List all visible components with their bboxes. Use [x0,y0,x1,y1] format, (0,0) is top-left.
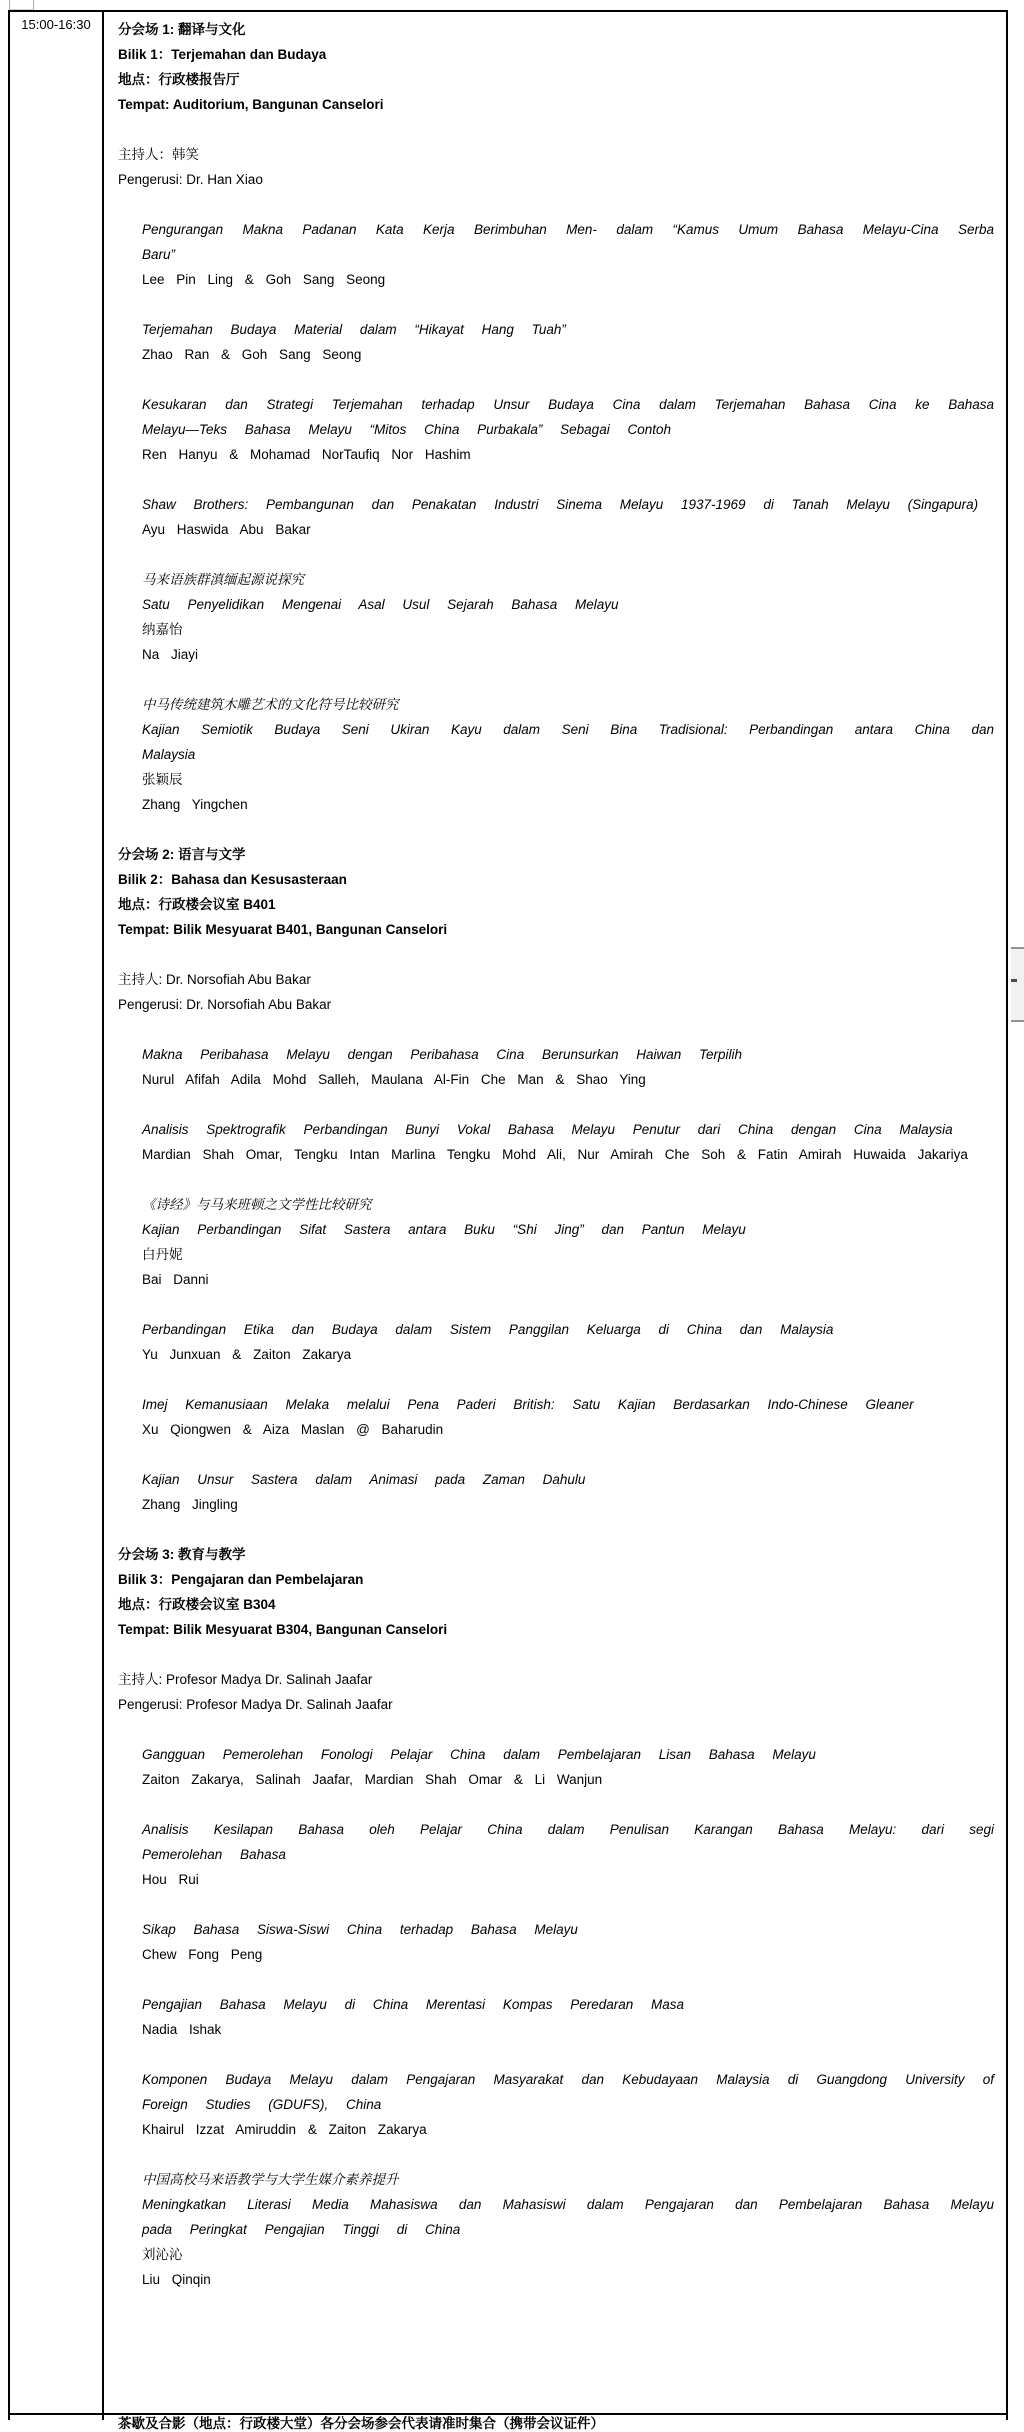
paper [118,1467,994,1517]
paper-authors: Lee Pin Ling & Goh Sang Seong [142,272,386,287]
session-venue-zh: 地点：行政楼会议室 B401 [118,897,276,912]
session-title-ms: Bilik 1：Terjemahan dan Budaya [118,47,327,62]
paper-title: Makna Peribahasa Melayu dengan Peribahasa Cina Berunsurkan Haiwan Terpilih [142,1047,743,1062]
paper-title: Imej Kemanusiaan Melaka melalui Pena Paderi British: Satu Kajian Berdasarkan Indo-Chinese Gleaner [142,1397,914,1412]
paper [118,1042,994,1092]
session-1 [118,17,994,817]
paper [118,1992,994,2042]
paper-title: Pengajian Bahasa Melayu di China Merentasi Kompas Peredaran Masa [142,1997,684,2012]
chair-ms: Pengerusi: Profesor Madya Dr. Salinah Jaafar [118,1697,393,1712]
paper-authors: Khairul Izzat Amiruddin & Zaiton Zakarya [142,2122,427,2137]
paper [118,692,994,817]
scrollbar-fragment[interactable] [1011,947,1024,1022]
time-slot-cell: 15:00-16:30 [21,17,91,32]
paper [118,567,994,667]
paper-authors: Zhao Ran & Goh Sang Seong [142,347,362,362]
chair-ms: Pengerusi: Dr. Han Xiao [118,172,263,187]
chair-zh: 主持人: Dr. Norsofiah Abu Bakar [118,972,311,987]
paper-authors: Bai Danni [142,1272,209,1287]
session-title-zh: 分会场 2: 语言与文学 [118,847,246,862]
paper-authors: Hou Rui [142,1872,199,1887]
paper [118,2167,994,2292]
paper-authors: Mardian Shah Omar, Tengku Intan Marlina Tengku Mohd Ali, Nur Amirah Che Soh & Fatin Amirah Huwaida Jakariya [142,1147,968,1162]
paper [118,1317,994,1367]
paper-authors: Xu Qiongwen & Aiza Maslan @ Baharudin [142,1422,444,1437]
session-title-ms: Bilik 2：Bahasa dan Kesusasteraan [118,872,347,887]
paper [118,1192,994,1292]
sessions-cell [104,12,1006,2317]
session-3-header [118,1542,994,1642]
scrollbar-thumb-mark [1011,979,1017,982]
paper-title: Terjemahan Budaya Material dalam “Hikayat Hang Tuah” [142,322,566,337]
paper-title: Sikap Bahasa Siswa-Siswi China terhadap Bahasa Melayu [142,1922,578,1937]
paper [118,492,994,542]
schedule-table [8,10,1008,2431]
session-3 [118,1542,994,2292]
session-title-zh: 分会场 1: 翻译与文化 [118,22,246,37]
clipped-next-row-text: 茶歇及合影（地点：行政楼大堂）各分会场参会代表请准时集合（携带会议证件） [118,2416,604,2431]
session-title-ms: Bilik 3：Pengajaran dan Pembelajaran [118,1572,364,1587]
next-row-top-border [10,2413,1006,2415]
chair-zh: 主持人: Profesor Madya Dr. Salinah Jaafar [118,1672,373,1687]
paper-title: Pengurangan Makna Padanan Kata Kerja Berimbuhan Men- dalam “Kamus Umum Bahasa Melayu-Cina Serba Baru” [142,222,994,262]
session-2 [118,842,994,1517]
paper [118,392,994,467]
session-venue-ms: Tempat: Bilik Mesyuarat B304, Bangunan Canselori [118,1622,448,1637]
paper-title-zh: 《诗经》与马来班顿之文学性比较研究 [142,1197,372,1212]
paper-authors-zh: 纳嘉怡 [142,622,183,637]
paper-authors: Zhang Jingling [142,1497,238,1512]
paper-title: Gangguan Pemerolehan Fonologi Pelajar China dalam Pembelajaran Lisan Bahasa Melayu [142,1747,816,1762]
paper-title: Kajian Semiotik Budaya Seni Ukiran Kayu dalam Seni Bina Tradisional: Perbandingan antara China dan Malaysia [142,722,994,762]
paper [118,1117,994,1167]
paper-authors: Liu Qinqin [142,2272,211,2287]
paper [118,217,994,292]
session-venue-ms: Tempat: Bilik Mesyuarat B401, Bangunan Canselori [118,922,448,937]
session-venue-ms: Tempat: Auditorium, Bangunan Canselori [118,97,384,112]
paper-authors: Nurul Afifah Adila Mohd Salleh, Maulana Al-Fin Che Man & Shao Ying [142,1072,646,1087]
session-1-header [118,17,994,117]
paper [118,1392,994,1442]
chair-ms: Pengerusi: Dr. Norsofiah Abu Bakar [118,997,332,1012]
paper-title: Meningkatkan Literasi Media Mahasiswa dan Mahasiswi dalam Pengajaran dan Pembelajaran Bahasa Melayu pada Peringkat Pengajian Tinggi di China [142,2197,994,2237]
session-venue-zh: 地点：行政楼报告厅 [118,72,240,87]
paper [118,1917,994,1967]
session-title-zh: 分会场 3: 教育与教学 [118,1547,246,1562]
paper-authors: Yu Junxuan & Zaiton Zakarya [142,1347,352,1362]
paper-authors: Na Jiayi [142,647,199,662]
paper-title-zh: 中马传统建筑木雕艺术的文化符号比较研究 [142,697,399,712]
previous-row-fragment [9,0,34,10]
session-2-chairs [118,967,994,1017]
paper-authors: Chew Fong Peng [142,1947,263,1962]
paper-authors-zh: 刘沁沁 [142,2247,183,2262]
paper-authors: Ren Hanyu & Mohamad NorTaufiq Nor Hashim [142,447,471,462]
paper [118,317,994,367]
session-venue-zh: 地点：行政楼会议室 B304 [118,1597,276,1612]
paper-title: Kajian Perbandingan Sifat Sastera antara Buku “Shi Jing” dan Pantun Melayu [142,1222,746,1237]
paper-title: Satu Penyelidikan Mengenai Asal Usul Sejarah Bahasa Melayu [142,597,619,612]
session-1-chairs [118,142,994,192]
paper-title-zh: 中国高校马来语教学与大学生媒介素养提升 [142,2172,399,2187]
paper-title-zh: 马来语族群滇缅起源说探究 [142,572,304,587]
paper-title: Perbandingan Etika dan Budaya dalam Sistem Panggilan Keluarga di China dan Malaysia [142,1322,834,1337]
session-3-chairs [118,1667,994,1717]
paper-authors: Zhang Yingchen [142,797,248,812]
paper-authors: Zaiton Zakarya, Salinah Jaafar, Mardian Shah Omar & Li Wanjun [142,1772,603,1787]
paper [118,2067,994,2142]
session-2-header [118,842,994,942]
paper-title: Analisis Spektrografik Perbandingan Bunyi Vokal Bahasa Melayu Penutur dari China dengan Cina Malaysia [142,1122,953,1137]
paper-title: Analisis Kesilapan Bahasa oleh Pelajar China dalam Penulisan Karangan Bahasa Melayu: dari segi Pemerolehan Bahasa [142,1822,994,1862]
paper-authors: Ayu Haswida Abu Bakar [142,522,311,537]
paper-title: Kajian Unsur Sastera dalam Animasi pada Zaman Dahulu [142,1472,586,1487]
paper-title: Komponen Budaya Melayu dalam Pengajaran Masyarakat dan Kebudayaan Malaysia di Guangdong University of Foreign Studies (GDUFS), China [142,2072,994,2112]
paper-title: Kesukaran dan Strategi Terjemahan terhadap Unsur Budaya Cina dalam Terjemahan Bahasa Cina ke Bahasa Melayu—Teks Bahasa Melayu “Mitos China Purbakala” Sebagai Contoh [142,397,994,437]
paper [118,1742,994,1792]
paper-title: Shaw Brothers: Pembangunan dan Penakatan Industri Sinema Melayu 1937-1969 di Tanah Melayu (Singapura) [142,497,979,512]
paper-authors-zh: 白丹妮 [142,1247,183,1262]
paper-authors-zh: 张颖辰 [142,772,183,787]
paper-authors: Nadia Ishak [142,2022,222,2037]
chair-zh: 主持人：韩笑 [118,147,199,162]
paper [118,1817,994,1892]
